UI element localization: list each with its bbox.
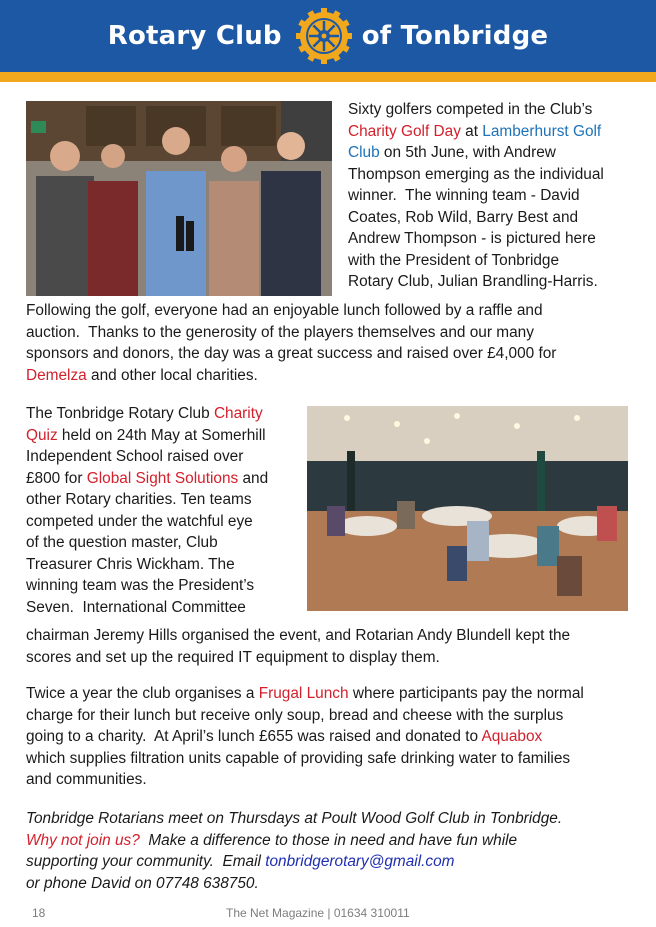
text-line (348, 228, 644, 250)
text-line (348, 185, 644, 207)
text-span: supporting your community. Email (26, 853, 266, 870)
golf-intro-text (348, 99, 644, 293)
closing-invitation-text (26, 808, 636, 894)
text-span: Coates, Rob Wild, Barry Best and (348, 208, 579, 226)
highlight-text: Demelza (26, 366, 87, 384)
text-span: Twice a year the club organises a (26, 685, 259, 702)
rotary-wheel-icon (294, 6, 354, 66)
text-span: where participants pay the normal (348, 685, 584, 702)
text-span: competed under the watchful eye (26, 512, 253, 530)
text-line (26, 873, 636, 895)
text-span: Seven. International Committee (26, 598, 246, 616)
text-span: of the question master, Club (26, 534, 218, 551)
page-number: 18 (32, 906, 46, 920)
text-span: winning team was the President’s (26, 577, 255, 594)
text-line (348, 207, 644, 229)
text-span: other Rotary charities. Ten teams (26, 491, 252, 508)
text-line (26, 705, 636, 727)
highlight-text: Global Sight Solutions (86, 469, 239, 487)
text-line (348, 250, 644, 272)
text-line (348, 142, 644, 164)
text-line (26, 647, 636, 669)
text-span: or phone David on 07748 638750. (26, 874, 259, 892)
text-line (26, 532, 306, 554)
text-span: with the President of Tonbridge (348, 251, 560, 269)
text-span: The Tonbridge Rotary Club (26, 405, 214, 422)
highlight-text: Charity (213, 405, 263, 422)
text-span: Make a difference to those in need and have fun while (139, 831, 518, 849)
highlight-text: Quiz (26, 426, 58, 444)
text-span: on 5th June, with Andrew (379, 144, 556, 161)
text-span: chairman Jeremy Hills organised the event, and Rotarian Andy Blundell kept the (26, 627, 571, 644)
email-link[interactable]: tonbridgerotary@gmail.com (265, 853, 455, 870)
text-line (348, 121, 644, 143)
text-span: Andrew Thompson - is pictured here (348, 230, 596, 247)
text-span: which supplies filtration units capable of providing safe drinking water to families (26, 749, 571, 767)
header-gold-stripe (0, 72, 656, 82)
text-line (26, 808, 636, 830)
highlight-text: Aquabox (481, 728, 543, 745)
text-line (26, 625, 636, 647)
footer-magazine: The Net Magazine | 01634 310011 (226, 906, 410, 920)
text-line (26, 322, 636, 344)
text-span: Following the golf, everyone had an enjoyable lunch followed by a raffle and (26, 302, 543, 319)
text-span: £800 for (26, 469, 87, 487)
highlight-text: Why not join us? (26, 831, 140, 849)
text-line (26, 769, 636, 791)
text-line (26, 300, 636, 322)
text-line (26, 851, 636, 873)
text-line (348, 99, 644, 121)
text-line (26, 446, 306, 468)
text-span: scores and set up the required IT equipment to display them. (26, 648, 440, 666)
text-line (348, 271, 644, 293)
text-line (26, 468, 306, 490)
text-line (26, 575, 306, 597)
golf-body-text (26, 300, 636, 386)
text-span: Independent School raised over (26, 448, 244, 465)
text-line (26, 830, 636, 852)
highlight-text: Lamberhurst Golf (482, 122, 602, 140)
highlight-text: Frugal Lunch (258, 685, 349, 702)
text-line (26, 489, 306, 511)
text-line (26, 365, 636, 387)
header-title-left: Rotary Club (107, 21, 282, 51)
text-span: Sixty golfers competed in the Club’s (348, 101, 593, 118)
quiz-night-photo (307, 406, 628, 611)
text-span: winner. The winning team - David (348, 187, 580, 204)
page-header (0, 0, 656, 72)
frugal-lunch-text (26, 683, 636, 791)
highlight-text: Charity Golf Day (348, 122, 461, 140)
text-span: Tonbridge Rotarians meet on Thursdays at Poult Wood Golf Club in Tonbridge. (26, 810, 563, 827)
text-line (26, 343, 636, 365)
text-line (26, 511, 306, 533)
highlight-text: Club (348, 144, 380, 161)
text-span: and other local charities. (86, 366, 258, 384)
text-span: Treasurer Chris Wickham. The (26, 555, 235, 573)
text-span: auction. Thanks to the generosity of the players themselves and our many (26, 323, 534, 341)
text-line (26, 403, 306, 425)
text-line (348, 164, 644, 186)
text-span: and communities. (26, 771, 147, 788)
text-line (26, 748, 636, 770)
text-span: at (460, 122, 483, 140)
text-span: going to a charity. At April’s lunch £655 was raised and donated to (26, 728, 482, 745)
text-span: charge for their lunch but receive only soup, bread and cheese with the surplus (26, 706, 564, 724)
text-line (26, 597, 306, 619)
quiz-intro-text (26, 403, 306, 618)
text-line (26, 425, 306, 447)
golf-team-photo (26, 101, 332, 296)
header-title-right: of Tonbridge (361, 21, 549, 51)
text-span: and (238, 469, 269, 487)
text-span: held on 24th May at Somerhill (57, 426, 266, 444)
text-span: Thompson emerging as the individual (348, 165, 604, 183)
text-line (26, 554, 306, 576)
quiz-body-text (26, 625, 636, 668)
text-span: Rotary Club, Julian Brandling-Harris. (348, 273, 598, 290)
text-line (26, 683, 636, 705)
text-span: sponsors and donors, the day was a great success and raised over £4,000 for (26, 345, 557, 362)
text-line (26, 726, 636, 748)
